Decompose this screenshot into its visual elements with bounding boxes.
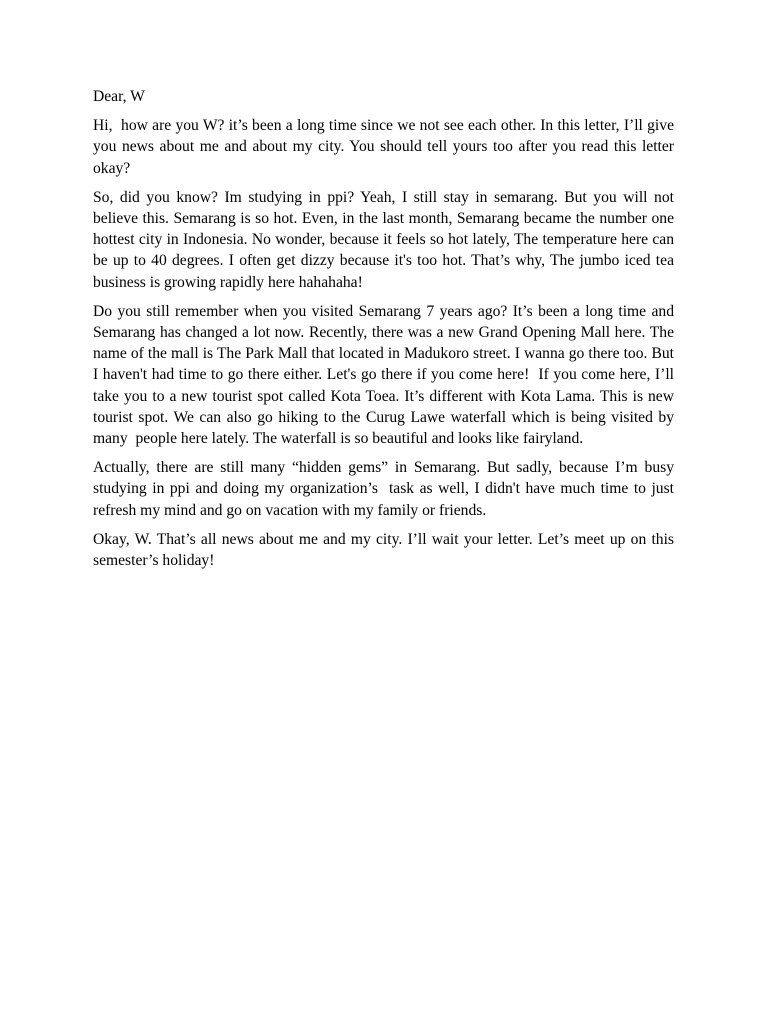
letter-paragraph-city-changes: Do you still remember when you visited Semarang 7 years ago? It’s been a long time and Semarang has changed a lot now. Recently, there was a new Grand Opening Mall here. The name of the mall is The Park Mall that located in Madukoro street. I wanna go there too. But I haven't had time to go there either. Let's go there if you come here! If you come here, I’ll take you to a new tourist spot called Kota Toea. It’s different with Kota Lama. This is new tourist spot. We can also go hiking to the Curug Lawe waterfall which is being visited by many people here lately. The waterfall is so beautiful and looks like fairyland. [93,302,678,448]
letter-paragraph-semarang-heat: So, did you know? Im studying in ppi? Yeah, I still stay in semarang. But you will not believe this. Semarang is so hot. Even, in the last month, Semarang became the number one hottest city in Indonesia. No wonder, because it feels so hot lately, The temperature here can be up to 40 degrees. I often get dizzy because it's too hot. That’s why, The jumbo iced tea business is growing rapidly here hahahaha! [93,188,678,291]
letter-paragraph-closing: Okay, W. That’s all news about me and my city. I’ll wait your letter. Let’s meet up on this semester’s holiday! [93,530,678,570]
letter-salutation: Dear, W [93,88,145,105]
letter-paragraph-hidden-gems: Actually, there are still many “hidden gems” in Semarang. But sadly, because I’m busy studying in ppi and doing my organization’s task as well, I didn't have much time to just refresh my mind and go on vacation with my family or friends. [93,459,678,519]
letter-paragraph-greeting: Hi, how are you W? it’s been a long time since we not see each other. In this letter, I’ll give you news about me and about my city. You should tell yours too after you read this letter okay? [93,117,678,177]
letter-page [93,86,678,579]
